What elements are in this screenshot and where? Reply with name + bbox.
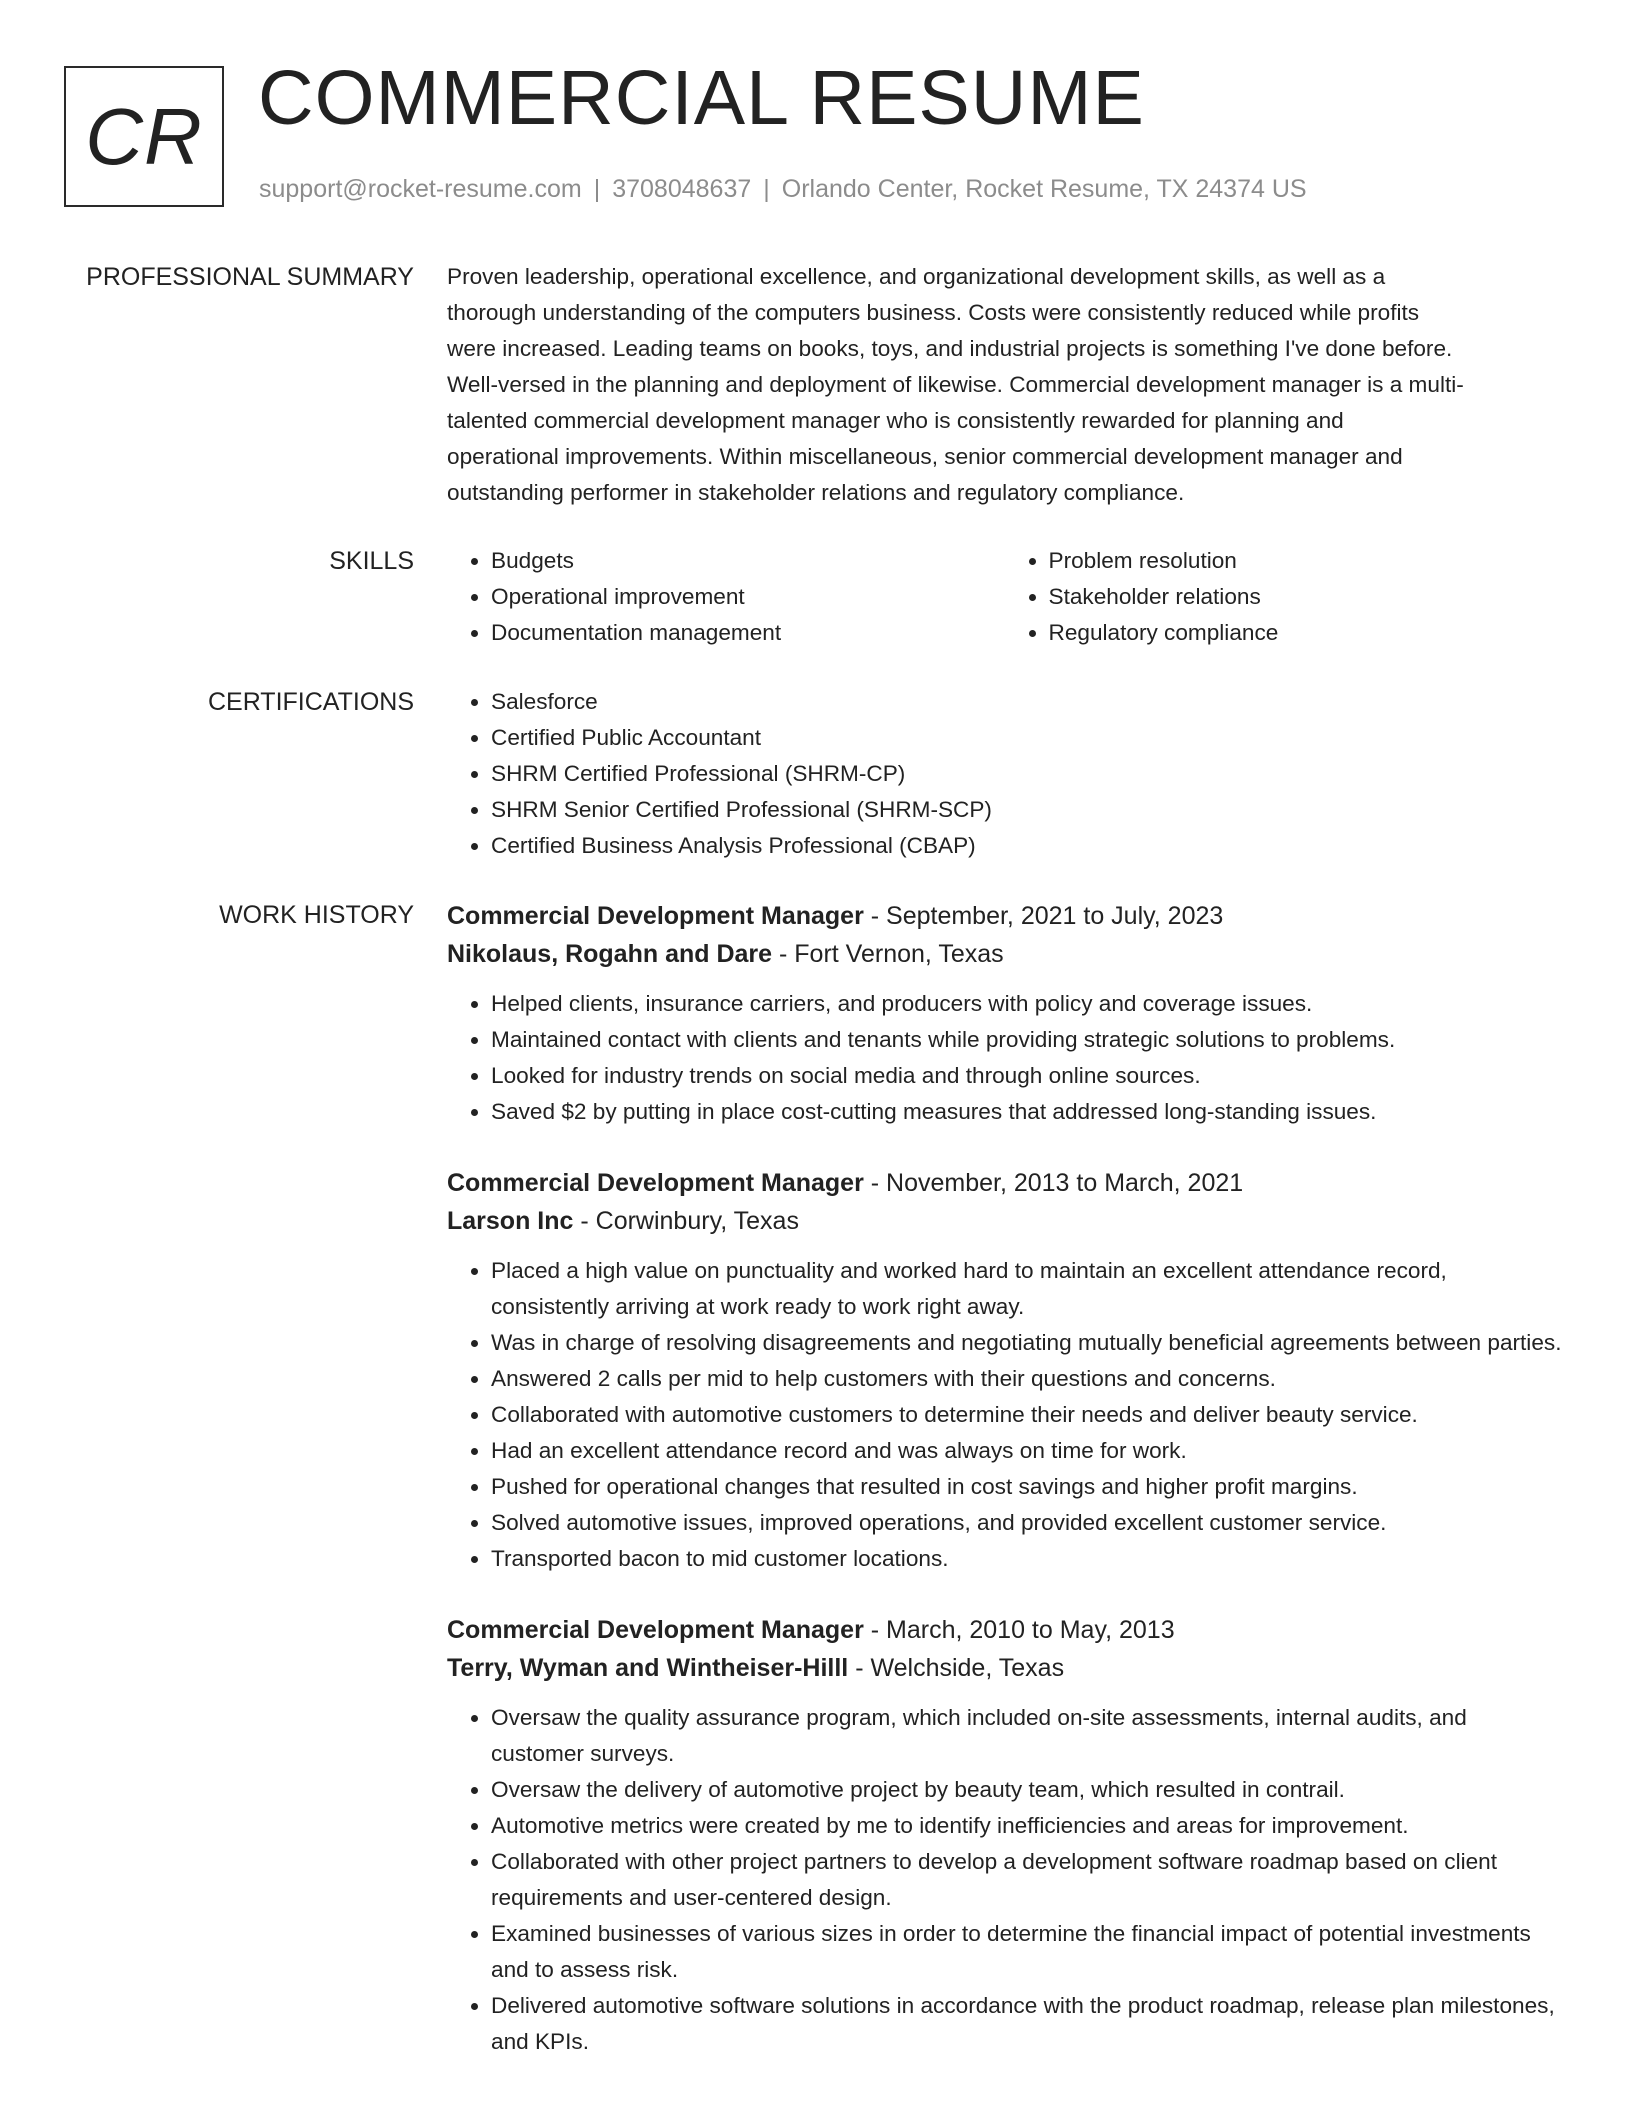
contact-email[interactable]: support@rocket-resume.com bbox=[259, 175, 582, 203]
job-title-line bbox=[447, 897, 1562, 935]
summary-body bbox=[447, 259, 1562, 511]
summary-line: talented commercial development manager who is consistently rewarded for planning and bbox=[447, 408, 1344, 433]
job-company: Nikolaus, Rogahn and Dare bbox=[447, 940, 773, 968]
resume-title: COMMERCIAL RESUME bbox=[258, 55, 1145, 141]
skill-item: • Stakeholder relations bbox=[1049, 579, 1563, 615]
job-bullet: • Collaborated with automotive customers to determine their needs and deliver beauty service. bbox=[491, 1397, 1562, 1433]
contact-line bbox=[259, 175, 1307, 204]
summary-line: thorough understanding of the computers business. Costs were consistently reduced while profits bbox=[447, 300, 1420, 325]
job-location: - Fort Vernon, Texas bbox=[772, 940, 1004, 968]
job-bullet: • Helped clients, insurance carriers, and producers with policy and coverage issues. bbox=[491, 986, 1562, 1022]
certifications-body bbox=[447, 684, 1562, 864]
job-company-line bbox=[447, 935, 1562, 973]
job-company-line bbox=[447, 1649, 1562, 1687]
certification-item: • Certified Business Analysis Professional (CBAP) bbox=[491, 828, 1562, 864]
job-bullet: • Had an excellent attendance record and was always on time for work. bbox=[491, 1433, 1562, 1469]
job-bullet: • Examined businesses of various sizes in order to determine the financial impact of potential investments and to assess risk. bbox=[491, 1916, 1562, 1988]
job-bullet: • Placed a high value on punctuality and worked hard to maintain an excellent attendance record, consistently arriving at work ready to work right away. bbox=[491, 1253, 1562, 1325]
job-bullets bbox=[447, 1253, 1562, 1577]
job-bullet: • Delivered automotive software solutions in accordance with the product roadmap, release plan milestones, and KPIs. bbox=[491, 1988, 1562, 2060]
skills-body bbox=[447, 543, 1562, 651]
skill-item: • Regulatory compliance bbox=[1049, 615, 1563, 651]
job-dates: - September, 2021 to July, 2023 bbox=[863, 902, 1224, 930]
job-bullet: • Transported bacon to mid customer locations. bbox=[491, 1541, 1562, 1577]
job-bullet: • Maintained contact with clients and tenants while providing strategic solutions to problems. bbox=[491, 1022, 1562, 1058]
skills-column-left bbox=[447, 543, 1005, 651]
job-title: Commercial Development Manager bbox=[447, 1616, 864, 1644]
job-bullets bbox=[447, 986, 1562, 1130]
job-bullet: • Collaborated with other project partners to develop a development software roadmap based on client requirements and user-centered design. bbox=[491, 1844, 1562, 1916]
certification-item: • SHRM Certified Professional (SHRM-CP) bbox=[491, 756, 1562, 792]
certification-item: • Salesforce bbox=[491, 684, 1562, 720]
summary-line: were increased. Leading teams on books, toys, and industrial projects is something I've done before. bbox=[447, 336, 1453, 361]
skill-item: • Operational improvement bbox=[491, 579, 1005, 615]
job-location: - Corwinbury, Texas bbox=[573, 1207, 799, 1235]
certifications-list bbox=[447, 684, 1562, 864]
job-bullet: • Pushed for operational changes that resulted in cost savings and higher profit margins. bbox=[491, 1469, 1562, 1505]
job-company-line bbox=[447, 1202, 1562, 1240]
summary-line: outstanding performer in stakeholder relations and regulatory compliance. bbox=[447, 480, 1185, 505]
monogram-text: CR bbox=[85, 91, 203, 181]
job-bullet: • Saved $2 by putting in place cost-cutting measures that addressed long-standing issues. bbox=[491, 1094, 1562, 1130]
job-entry bbox=[447, 1611, 1562, 2060]
job-bullet: • Looked for industry trends on social media and through online sources. bbox=[491, 1058, 1562, 1094]
job-title: Commercial Development Manager bbox=[447, 1169, 864, 1197]
skills-column-right bbox=[1005, 543, 1563, 651]
skill-item: • Documentation management bbox=[491, 615, 1005, 651]
job-dates: - March, 2010 to May, 2013 bbox=[863, 1616, 1175, 1644]
section-label-certifications: CERTIFICATIONS bbox=[207, 688, 414, 716]
summary-line: Well-versed in the planning and deployment of likewise. Commercial development manager is a multi- bbox=[447, 372, 1464, 397]
contact-separator: | bbox=[763, 175, 770, 203]
job-title-line bbox=[447, 1164, 1562, 1202]
section-label-work-history: WORK HISTORY bbox=[219, 901, 414, 929]
section-label-summary: PROFESSIONAL SUMMARY bbox=[86, 263, 414, 291]
job-bullet: • Oversaw the delivery of automotive project by beauty team, which resulted in contrail. bbox=[491, 1772, 1562, 1808]
monogram-badge bbox=[64, 66, 224, 207]
summary-line: operational improvements. Within miscellaneous, senior commercial development manager and bbox=[447, 444, 1403, 469]
section-label-skills: SKILLS bbox=[329, 547, 414, 575]
job-bullet: • Oversaw the quality assurance program, which included on-site assessments, internal audits, and customer surveys. bbox=[491, 1700, 1562, 1772]
summary-text bbox=[447, 259, 1562, 511]
job-bullet: • Answered 2 calls per mid to help customers with their questions and concerns. bbox=[491, 1361, 1562, 1397]
job-company: Larson Inc bbox=[447, 1207, 574, 1235]
job-bullet: • Solved automotive issues, improved operations, and provided excellent customer service. bbox=[491, 1505, 1562, 1541]
job-title-line bbox=[447, 1611, 1562, 1649]
job-dates: - November, 2013 to March, 2021 bbox=[863, 1169, 1244, 1197]
summary-line: Proven leadership, operational excellence, and organizational development skills, as well as a bbox=[447, 264, 1386, 289]
certification-item: • Certified Public Accountant bbox=[491, 720, 1562, 756]
job-entry bbox=[447, 897, 1562, 1130]
job-location: - Welchside, Texas bbox=[848, 1654, 1065, 1682]
work-history-body bbox=[447, 897, 1562, 2060]
contact-separator: | bbox=[593, 175, 601, 203]
job-company: Terry, Wyman and Wintheiser-Hilll bbox=[447, 1654, 849, 1682]
skill-item: • Problem resolution bbox=[1049, 543, 1563, 579]
job-bullet: • Was in charge of resolving disagreements and negotiating mutually beneficial agreements between parties. bbox=[491, 1325, 1562, 1361]
skill-item: • Budgets bbox=[491, 543, 1005, 579]
contact-address: Orlando Center, Rocket Resume, TX 24374 US bbox=[781, 175, 1307, 203]
job-bullets bbox=[447, 1700, 1562, 2060]
job-title: Commercial Development Manager bbox=[447, 902, 864, 930]
job-bullet: • Automotive metrics were created by me to identify inefficiencies and areas for improvement. bbox=[491, 1808, 1562, 1844]
job-entry bbox=[447, 1164, 1562, 1577]
certification-item: • SHRM Senior Certified Professional (SHRM-SCP) bbox=[491, 792, 1562, 828]
contact-phone[interactable]: 3708048637 bbox=[612, 175, 752, 203]
